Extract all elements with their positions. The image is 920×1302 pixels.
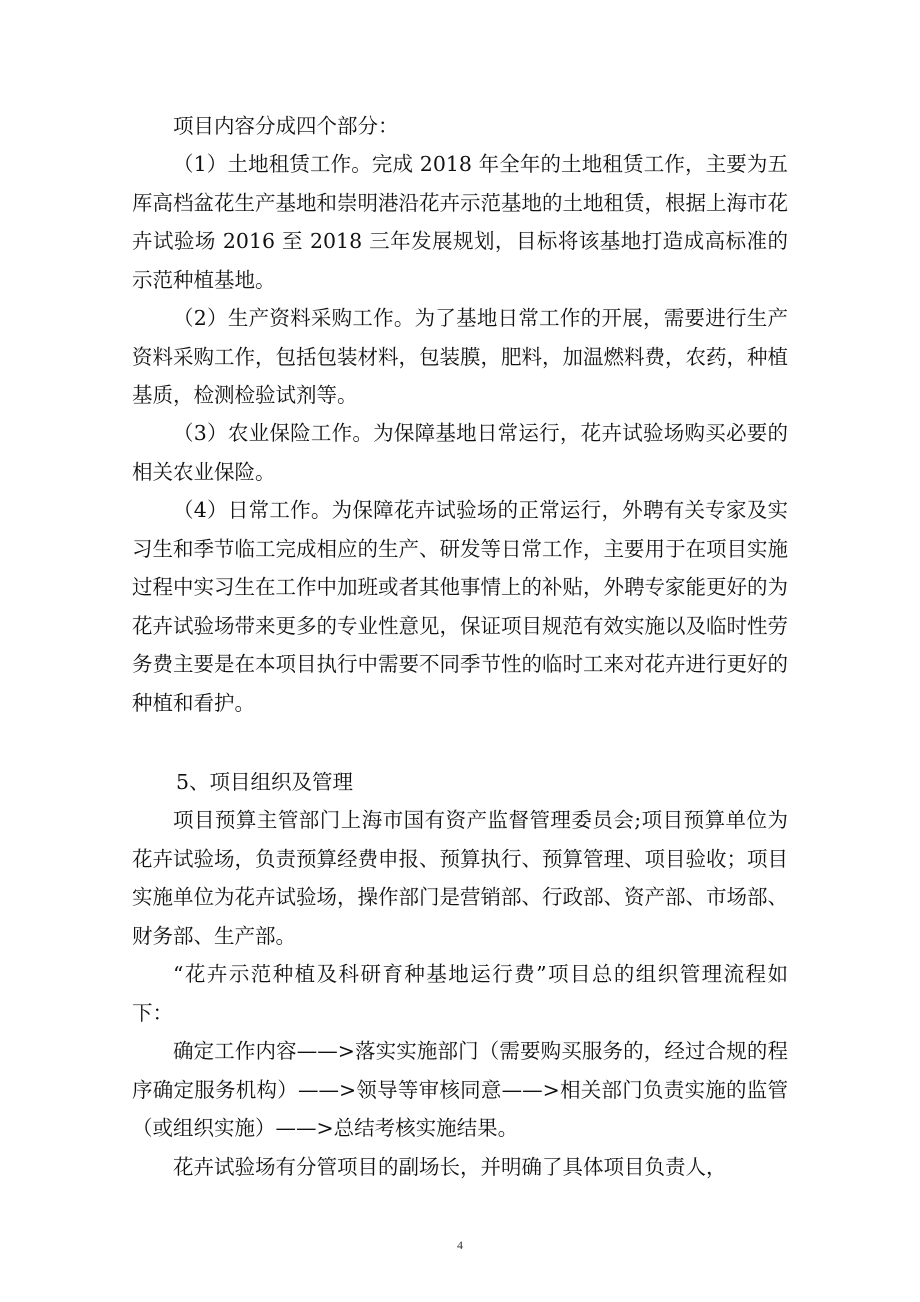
item-insurance-paragraph: （3）农业保险工作。为保障基地日常运行，花卉试验场购买必要的相关农业保险。 <box>132 421 788 484</box>
item-land-lease-paragraph: （1）土地租赁工作。完成 2018 年全年的土地租赁工作，主要为五厍高档盆花生产基地和崇明港沿花卉示范基地的土地租赁，根据上海市花卉试验场 2016 至 2018 三年发展规划，目标将该基地打造成高标准的示范种植基地。 <box>132 152 788 292</box>
item-procurement-paragraph: （2）生产资料采购工作。为了基地日常工作的开展，需要进行生产资料采购工作，包括包装材料，包装膜，肥料，加温燃料费，农药，种植基质，检测检验试剂等。 <box>132 306 788 407</box>
organization-paragraph: 项目预算主管部门上海市国有资产监督管理委员会;项目预算单位为花卉试验场，负责预算经费申报、预算执行、预算管理、项目验收；项目实施单位为花卉试验场，操作部门是营销部、行政部、资产部、市场部、财务部、生产部。 <box>132 808 788 948</box>
page-number: 4 <box>457 1238 463 1252</box>
process-intro-paragraph: “花卉示范种植及科研育种基地运行费”项目总的组织管理流程如下： <box>132 962 788 1025</box>
item-daily-work-paragraph: （4）日常工作。为保障花卉试验场的正常运行，外聘有关专家及实习生和季节临工完成相应的生产、研发等日常工作，主要用于在项目实施过程中实习生在工作中加班或者其他事情上的补贴，外聘专家能更好的为花卉试验场带来更多的专业性意见，保证项目规范有效实施以及临时性劳务费主要是在本项目执行中需要不同季节性的临时工来对花卉进行更好的种植和看护。 <box>132 498 788 715</box>
process-flow-paragraph: 确定工作内容——>落实实施部门（需要购买服务的，经过合规的程序确定服务机构）——>领导等审核同意——>相关部门负责实施的监管（或组织实施）——>总结考核实施结果。 <box>132 1039 788 1140</box>
intro-paragraph: 项目内容分成四个部分： <box>173 114 399 138</box>
section-heading: 5、项目组织及管理 <box>176 770 354 794</box>
management-paragraph: 花卉试验场有分管项目的副场长，并明确了具体项目负责人， <box>173 1155 727 1179</box>
